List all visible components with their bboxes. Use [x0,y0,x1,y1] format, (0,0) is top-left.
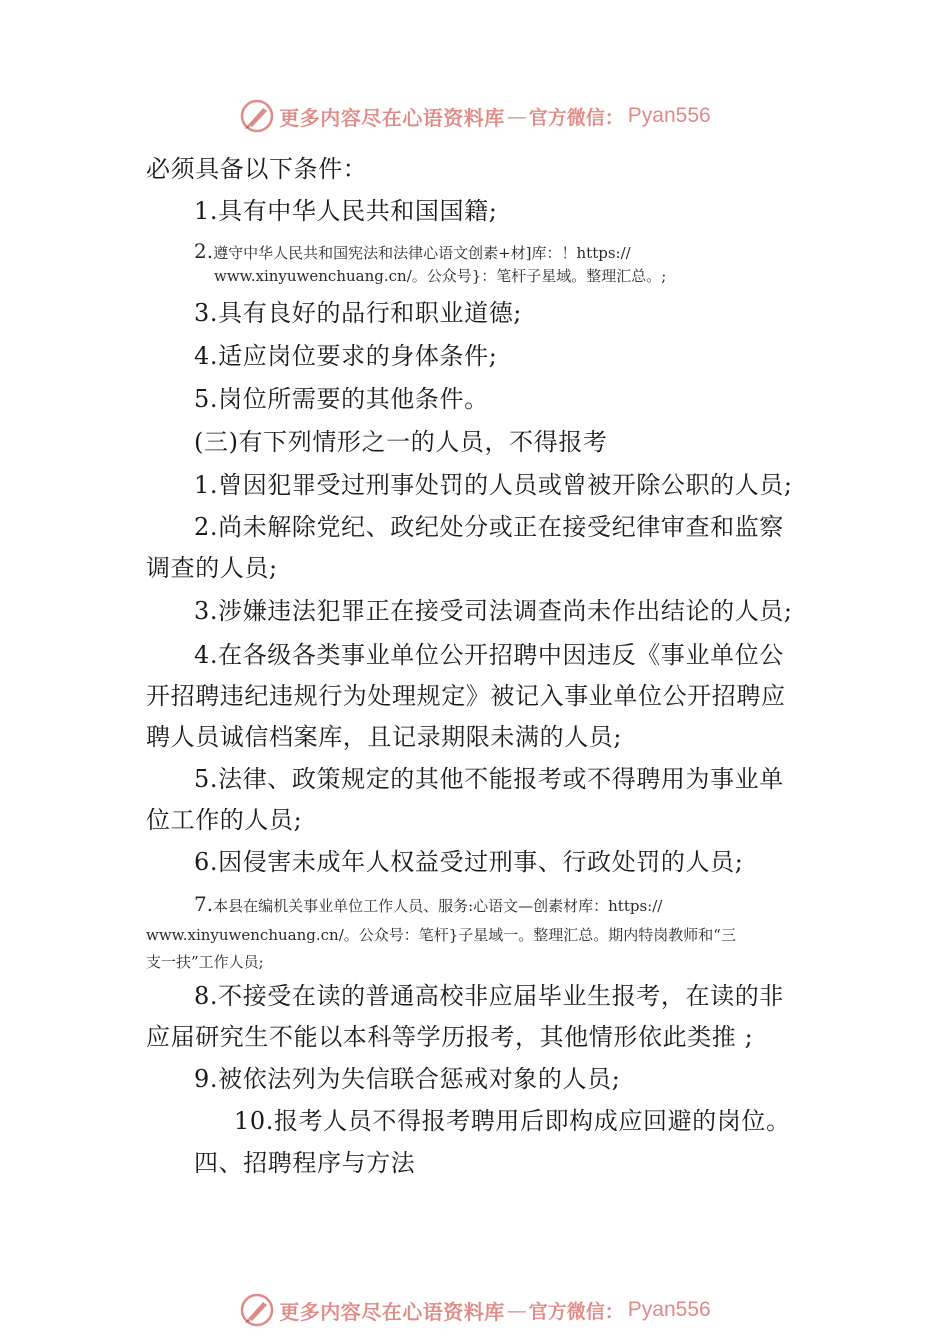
list-item-continuation: 支一扶”工作人员; [146,953,264,971]
banner-separator: — [506,1298,527,1322]
paragraph-line: 必须具备以下条件： [146,155,368,183]
list-item: 4.适应岗位要求的身体条件; [194,342,498,370]
list-text: 本县在编机关事业单位工作人员、服务:心语文—创素材库：https:// [213,897,663,915]
list-item-continuation: 应届研究生不能以本科等学历报考，其他情形依此类推 ; [146,1023,754,1051]
list-item: 10.报考人员不得报考聘用后即构成应回避的岗位。 [234,1107,791,1135]
quill-logo-icon [239,98,275,134]
list-number: 2. [194,239,214,263]
list-item: 5.岗位所需要的其他条件。 [194,385,489,413]
list-item: 5.法律、政策规定的其他不能报考或不得聘用为事业单 [194,765,784,793]
list-item: 6.因侵害未成年人权益受过刑事、行政处罚的人员; [194,848,744,876]
list-item-continuation: 调查的人员; [146,554,278,582]
banner-label: 官方微信： [528,1300,624,1323]
list-item: 8.不接受在读的普通高校非应届毕业生报考，在读的非 [194,982,784,1010]
section-heading: (三)有下列情形之一的人员，不得报考 [194,428,608,456]
footer-banner [0,1290,950,1330]
list-item: 2.尚未解除党纪、政纪处分或正在接受纪律审查和监察 [194,513,784,541]
banner-separator: — [506,104,527,128]
list-item: 4.在各级各类事业单位公开招聘中因违反《事业单位公 [194,641,784,669]
list-item: 1.曾因犯罪受过刑事处罚的人员或曾被开除公职的人员; [194,471,793,499]
list-item-continuation: 位工作的人员; [146,806,303,834]
quill-logo-icon [239,1292,275,1328]
list-item: 1.具有中华人民共和国国籍; [194,197,498,225]
list-item: 9.被依法列为失信联合惩戒对象的人员; [194,1065,621,1093]
banner-label: 官方微信： [528,106,624,129]
list-item-continuation: 开招聘违纪违规行为处理规定》被记入事业单位公开招聘应 [146,682,786,710]
banner-wechat-id: Pyan556 [627,1298,711,1321]
banner-wechat-id: Pyan556 [627,104,711,127]
list-text: 遵守中华人民共和国宪法和法律心语文创素+材]库：！https:// [213,244,631,262]
section-heading: 四、招聘程序与方法 [194,1149,416,1177]
list-item: 3.涉嫌违法犯罪正在接受司法调查尚未作出结论的人员; [194,597,793,625]
header-banner [0,96,950,136]
list-number: 7. [194,892,214,916]
list-item [194,240,631,264]
list-item [194,893,662,917]
banner-text: 更多内容尽在心语资料库 [279,105,505,130]
list-item-continuation: 聘人员诚信档案库，且记录期限未满的人员; [146,723,623,751]
list-item-continuation: www.xinyuwenchuang.cn/。公众号}：笔杆子星域。整理汇总。; [214,267,667,285]
list-item: 3.具有良好的品行和职业道德; [194,299,522,327]
banner-text: 更多内容尽在心语资料库 [279,1299,505,1324]
list-item-continuation: www.xinyuwenchuang.cn/。公众号：笔杆}子星域一。整理汇总。期内特岗教师和“三 [146,926,736,944]
